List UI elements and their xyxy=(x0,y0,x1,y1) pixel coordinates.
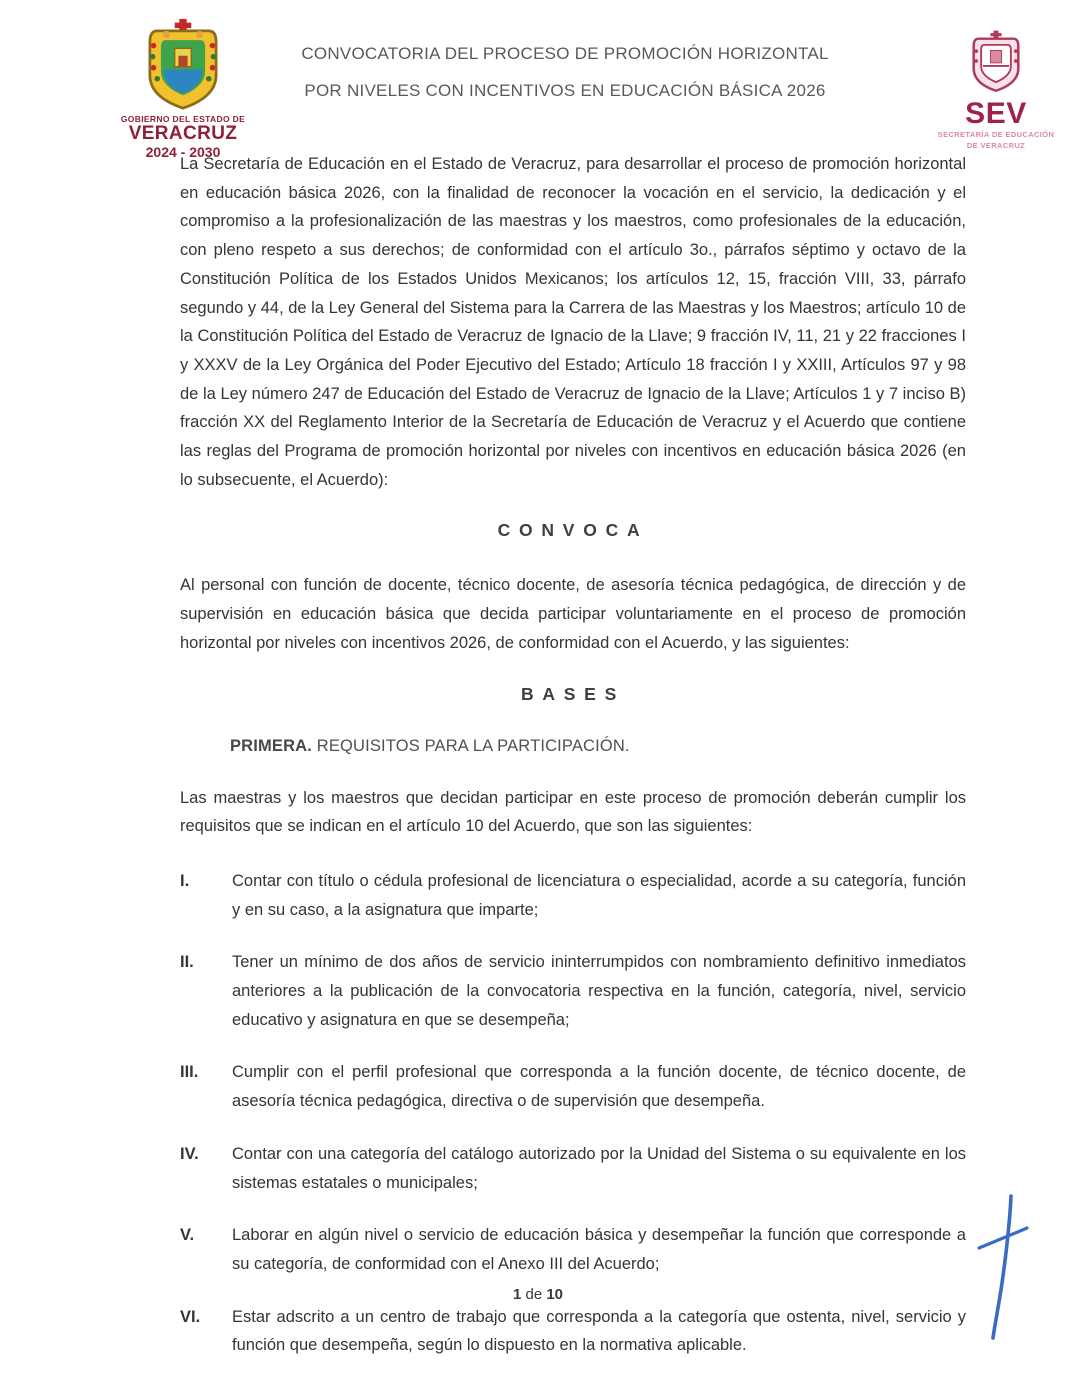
page-separator: de xyxy=(525,1286,543,1303)
sev-caption-line-2: DE VERACRUZ xyxy=(966,141,1026,151)
list-item xyxy=(180,1058,966,1115)
left-logo-caption: GOBIERNO DEL ESTADO DE xyxy=(120,114,246,124)
sev-caption-line-1: SECRETARÍA DE EDUCACIÓN xyxy=(937,130,1055,139)
veracruz-government-logo xyxy=(108,18,258,160)
page-footer xyxy=(0,1286,1076,1303)
list-item xyxy=(180,1303,966,1360)
requirement-numeral: IV. xyxy=(180,1144,199,1163)
requirement-numeral: V. xyxy=(180,1226,195,1245)
left-logo-state-name: VERACRUZ xyxy=(128,123,238,144)
page-number: 1 xyxy=(512,1286,522,1303)
title-line-2: POR NIVELES CON INCENTIVOS EN EDUCACIÓN BÁSICA 2026 xyxy=(304,81,826,100)
requirement-text: Estar adscrito a un centro de trabajo que corresponda a la categoría que ostenta, nivel, servicio y función que desempeña, según lo dispuesto en la normativa aplicable. xyxy=(232,1307,966,1355)
pen-mark xyxy=(975,1192,1035,1342)
list-item xyxy=(180,1140,966,1197)
list-item xyxy=(180,1221,966,1278)
veracruz-coat-of-arms-icon xyxy=(137,18,229,110)
requirement-numeral: II. xyxy=(180,953,194,972)
document-title xyxy=(280,44,850,118)
requirement-numeral: VI. xyxy=(180,1307,201,1326)
requirement-text: Contar con título o cédula profesional de licenciatura o especialidad, acorde a su categoría, función y en su caso, a la asignatura que imparte; xyxy=(232,871,966,919)
list-item xyxy=(180,867,966,924)
requirement-text: Cumplir con el perfil profesional que corresponda a la función docente, de técnico docente, de asesoría técnica pedagógica, directiva o de supervisión que desempeña. xyxy=(232,1063,966,1111)
title-line-1: CONVOCATORIA DEL PROCESO DE PROMOCIÓN HORIZONTAL xyxy=(301,44,829,63)
requirement-text: Contar con una categoría del catálogo autorizado por la Unidad del Sistema o su equivalente en los sistemas estatales o municipales; xyxy=(232,1144,966,1192)
list-item xyxy=(180,948,966,1034)
sev-shield-icon xyxy=(965,30,1027,92)
requisitos-intro-paragraph: Las maestras y los maestros que decidan participar en este proceso de promoción deberán cumplir los requisitos que se indican en el artículo 10 del Acuerdo, que son las siguientes: xyxy=(180,788,966,836)
requirement-numeral: III. xyxy=(180,1063,199,1082)
bases-heading: BASES xyxy=(520,683,626,704)
convoca-heading: CONVOCA xyxy=(497,520,649,541)
requirement-text: Tener un mínimo de dos años de servicio ininterrumpidos con nombramiento definitivo inmediatos anteriores a la publicación de la convocatoria respectiva en la función, categoría, nivel, servicio educativo y asignatura en que se desempeña; xyxy=(232,953,966,1029)
convoca-paragraph: Al personal con función de docente, técnico docente, de asesoría técnica pedagógica, de dirección y de supervisión en educación básica que decida participar voluntariamente en el proceso de promoción horizontal por niveles con incentivos 2026, de conformidad con el Acuerdo, y las siguientes: xyxy=(180,576,966,652)
section-primera xyxy=(230,737,966,756)
requirement-numeral: I. xyxy=(180,871,190,890)
document-body xyxy=(180,150,966,1384)
requirement-text: Laborar en algún nivel o servicio de educación básica y desempeñar la función que corresponde a su categoría, de conformidad con el Anexo III del Acuerdo; xyxy=(232,1226,966,1273)
intro-paragraph: La Secretaría de Educación en el Estado de Veracruz, para desarrollar el proceso de promoción horizontal en educación básica 2026, con la finalidad de reconocer la vocación en el servicio, la dedicación y el compromiso a la profesionalización de las maestras y los maestros, como profesionales de la educación, con pleno respeto a sus derechos; de conformidad con el artículo 3o., párrafos séptimo y octavo de la Constitución Política de los Estados Unidos Mexicanos; los artículos 12, 15, fracción VIII, 33, párrafo segundo y 44, de la Ley General del Sistema para la Carrera de las Maestras y los Maestros; artículo 10 de la Constitución Política del Estado de Veracruz de Ignacio de la Llave; 9 fracción IV, 11, 21 y 22 fracciones I y XXXV de la Ley Orgánica del Poder Ejecutivo del Estado; Artículo 18 fracción I y XXIII, Artículos 97 y 98 de la Ley número 247 de Educación del Estado de Veracruz de Ignacio de la Llave; Artículos 1 y 7 inciso B) fracción XX del Reglamento Interior de la Secretaría de Educación de Veracruz y el Acuerdo que contiene las reglas del Programa de promoción horizontal por niveles con incentivos en educación básica 2026 (en lo subsecuente, el Acuerdo): xyxy=(180,155,966,489)
sev-acronym: SEV xyxy=(965,97,1027,130)
page-total: 10 xyxy=(546,1286,564,1303)
document-header xyxy=(0,0,1076,160)
primera-title: REQUISITOS PARA LA PARTICIPACIÓN. xyxy=(316,736,630,755)
primera-label: PRIMERA. xyxy=(230,736,312,755)
left-logo-years: 2024 - 2030 xyxy=(145,143,221,160)
sev-logo xyxy=(932,30,1060,152)
